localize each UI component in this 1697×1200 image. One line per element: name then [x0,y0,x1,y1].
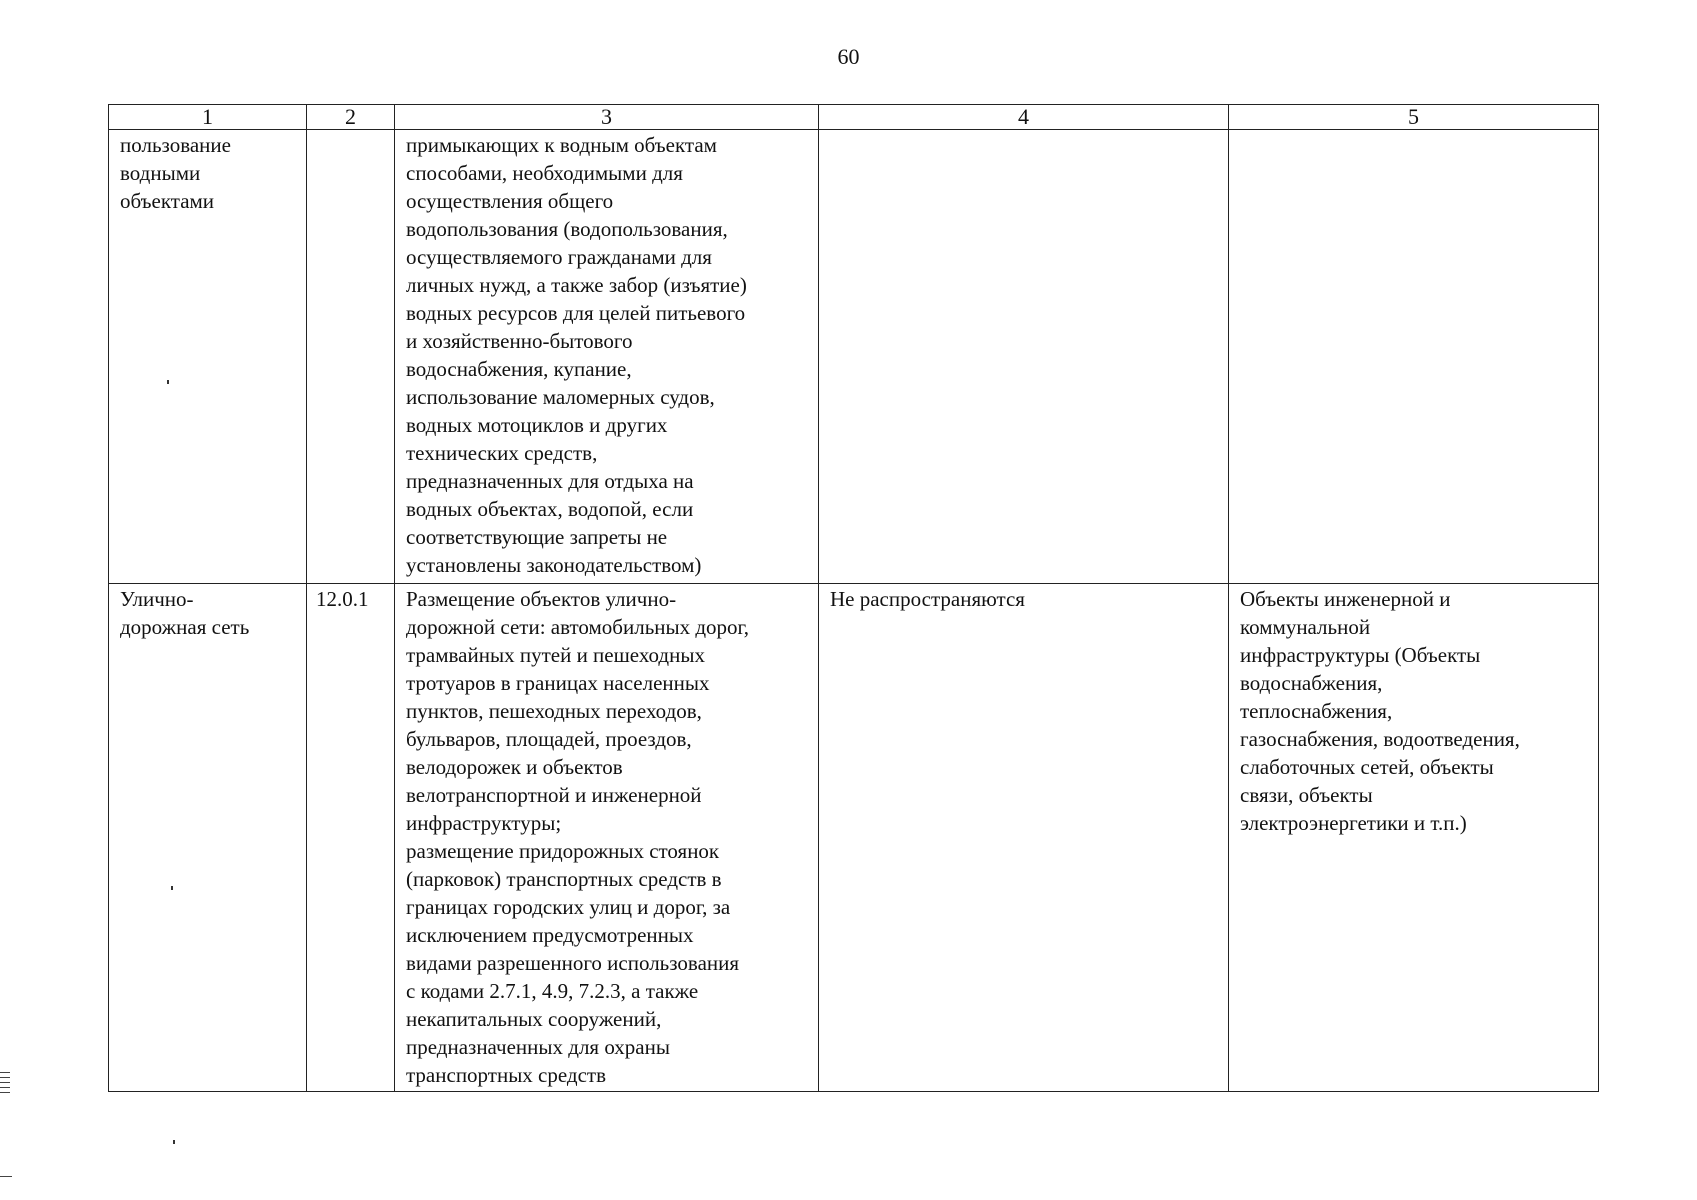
table-row [109,130,1599,584]
row-code-cell [307,584,395,1092]
scan-mark [167,380,169,384]
row-description: примыкающих к водным объектам способами, необходимыми для осуществления общего водопользования (водопользования, осуществляемого гражданами для личных нужд, а также забор (изъятие) водных ресурсов для целей питьевого и хозяйственно-бытового водоснабжения, купание, использование маломерных судов, водных мотоциклов и других технических средств, предназначенных для отдыха на водных объектах, водопой, если соответствующие запреты не установлены законодательством) [406,133,747,577]
header-col-3: 3 [395,105,819,130]
page-number: 60 [837,44,860,69]
row-col5-cell [1229,584,1599,1092]
row-name-cell [109,130,307,584]
row-col4: Не распространяются [830,587,1025,611]
row-description-cell [395,130,819,584]
row-col5-cell [1229,130,1599,584]
margin-marks [0,1072,12,1097]
row-name: пользование водными объектами [120,133,231,213]
header-row [109,105,1599,130]
row-code-cell [307,130,395,584]
row-col5: Объекты инженерной и коммунальной инфраструктуры (Объекты водоснабжения, теплоснабжения, газоснабжения, водоотведения, слаботочных сетей, объекты связи, объекты электроэнергетики и т.п.) [1240,587,1520,835]
row-name: Улично- дорожная сеть [120,587,250,639]
table-row [109,584,1599,1092]
margin-dash [0,1176,12,1177]
row-code: 12.0.1 [316,587,369,611]
row-name-cell [109,584,307,1092]
row-col4-cell [819,130,1229,584]
row-col4-cell [819,584,1229,1092]
regulation-table [108,104,1599,1092]
scan-mark [173,1140,175,1144]
header-col-5: 5 [1229,105,1599,130]
header-col-2: 2 [307,105,395,130]
header-col-4: 4 [819,105,1229,130]
scan-mark [171,886,173,890]
header-col-1: 1 [109,105,307,130]
row-description-cell [395,584,819,1092]
row-description: Размещение объектов улично- дорожной сети: автомобильных дорог, трамвайных путей и пешеходных тротуаров в границах населенных пунктов, пешеходных переходов, бульваров, площадей, проездов, велодорожек и объектов велотранспортной и инженерной инфраструктуры; размещение придорожных стоянок (парковок) транспортных средств в границах городских улиц и дорог, за исключением предусмотренных видами разрешенного использования с кодами 2.7.1, 4.9, 7.2.3, а также некапитальных сооружений, предназначенных для охраны транспортных средств [406,587,750,1087]
